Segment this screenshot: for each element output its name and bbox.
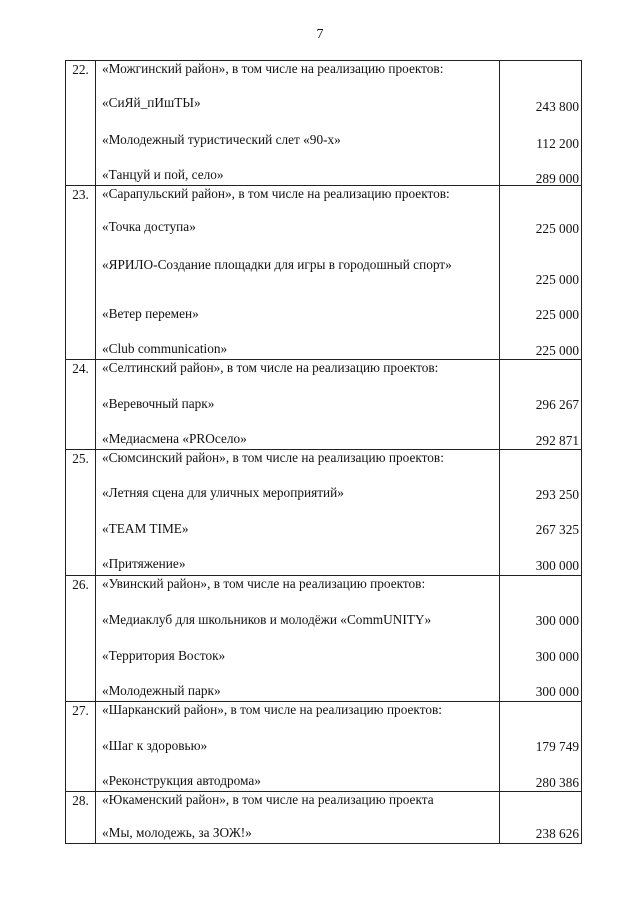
project-name: «СиЯй_пИшТЫ»	[102, 95, 201, 110]
row-amounts	[500, 360, 582, 450]
funding-table	[65, 60, 582, 844]
project-amount: 238 626	[535, 826, 579, 841]
project-name: «Медиасмена «PROсело»	[102, 431, 247, 446]
project-name: «Точка доступа»	[102, 219, 196, 234]
project-name: «Молодежный парк»	[102, 683, 221, 698]
district-header: «Сарапульский район», в том числе на реализацию проектов:	[102, 186, 450, 201]
page-number: 7	[316, 27, 324, 42]
row-amounts	[500, 792, 582, 844]
project-name: «Club communication»	[102, 341, 228, 356]
table-row	[66, 61, 582, 186]
project-amount: 300 000	[535, 558, 579, 573]
row-number: 23.	[66, 186, 96, 360]
project-amount: 225 000	[535, 343, 579, 358]
row-number: 27.	[66, 702, 96, 792]
project-name: «TEAM TIME»	[102, 521, 189, 536]
row-amounts	[500, 576, 582, 702]
row-number: 24.	[66, 360, 96, 450]
project-name: «Реконструкция автодрома»	[102, 773, 261, 788]
project-amount: 300 000	[535, 649, 579, 664]
row-description	[96, 576, 500, 702]
project-name: «Притяжение»	[102, 556, 186, 571]
project-name: «Мы, молодежь, за ЗОЖ!»	[102, 825, 252, 840]
row-description	[96, 792, 500, 844]
project-amount: 300 000	[535, 684, 579, 699]
project-name: «Летняя сцена для уличных мероприятий»	[102, 485, 344, 500]
table-row	[66, 792, 582, 844]
row-number: 28.	[66, 792, 96, 844]
district-header: «Шарканский район», в том числе на реализацию проектов:	[102, 702, 442, 717]
row-description	[96, 360, 500, 450]
project-amount: 225 000	[535, 272, 579, 287]
project-amount: 300 000	[535, 613, 579, 628]
row-number: 26.	[66, 576, 96, 702]
project-name: «Ветер перемен»	[102, 306, 199, 321]
row-number: 25.	[66, 450, 96, 576]
row-description	[96, 186, 500, 360]
project-amount: 179 749	[535, 739, 579, 754]
project-amount: 292 871	[535, 433, 579, 448]
row-number: 22.	[66, 61, 96, 186]
project-amount: 289 000	[535, 171, 579, 186]
project-name: «Территория Восток»	[102, 648, 226, 663]
row-amounts	[500, 450, 582, 576]
row-amounts	[500, 61, 582, 186]
project-name: «Веревочный парк»	[102, 396, 215, 411]
table-row	[66, 576, 582, 702]
project-amount: 225 000	[535, 221, 579, 236]
project-amount: 112 200	[536, 136, 579, 151]
project-amount: 280 386	[535, 775, 579, 790]
project-name: «Молодежный туристический слет «90-х»	[102, 132, 341, 147]
district-header: «Сюмсинский район», в том числе на реализацию проектов:	[102, 450, 444, 465]
project-amount: 225 000	[535, 307, 579, 322]
table-row	[66, 360, 582, 450]
row-description	[96, 61, 500, 186]
district-header: «Увинский район», в том числе на реализацию проектов:	[102, 576, 426, 591]
row-description	[96, 702, 500, 792]
row-description	[96, 450, 500, 576]
table-row	[66, 186, 582, 360]
project-amount: 296 267	[535, 397, 579, 412]
project-amount: 243 800	[535, 99, 579, 114]
row-amounts	[500, 186, 582, 360]
project-name: «Танцуй и пой, село»	[102, 167, 224, 182]
project-amount: 267 325	[535, 522, 579, 537]
project-amount: 293 250	[535, 487, 579, 502]
project-name: «Медиаклуб для школьников и молодёжи «CommUNITY»	[102, 612, 432, 627]
district-header: «Юкаменский район», в том числе на реализацию проекта	[102, 792, 434, 807]
project-name: «Шаг к здоровью»	[102, 738, 208, 753]
row-amounts	[500, 702, 582, 792]
table-row	[66, 450, 582, 576]
district-header: «Можгинский район», в том числе на реализацию проектов:	[102, 61, 444, 76]
district-header: «Селтинский район», в том числе на реализацию проектов:	[102, 360, 439, 375]
table-row	[66, 702, 582, 792]
project-name: «ЯРИЛО-Создание площадки для игры в городошный спорт»	[102, 257, 452, 272]
